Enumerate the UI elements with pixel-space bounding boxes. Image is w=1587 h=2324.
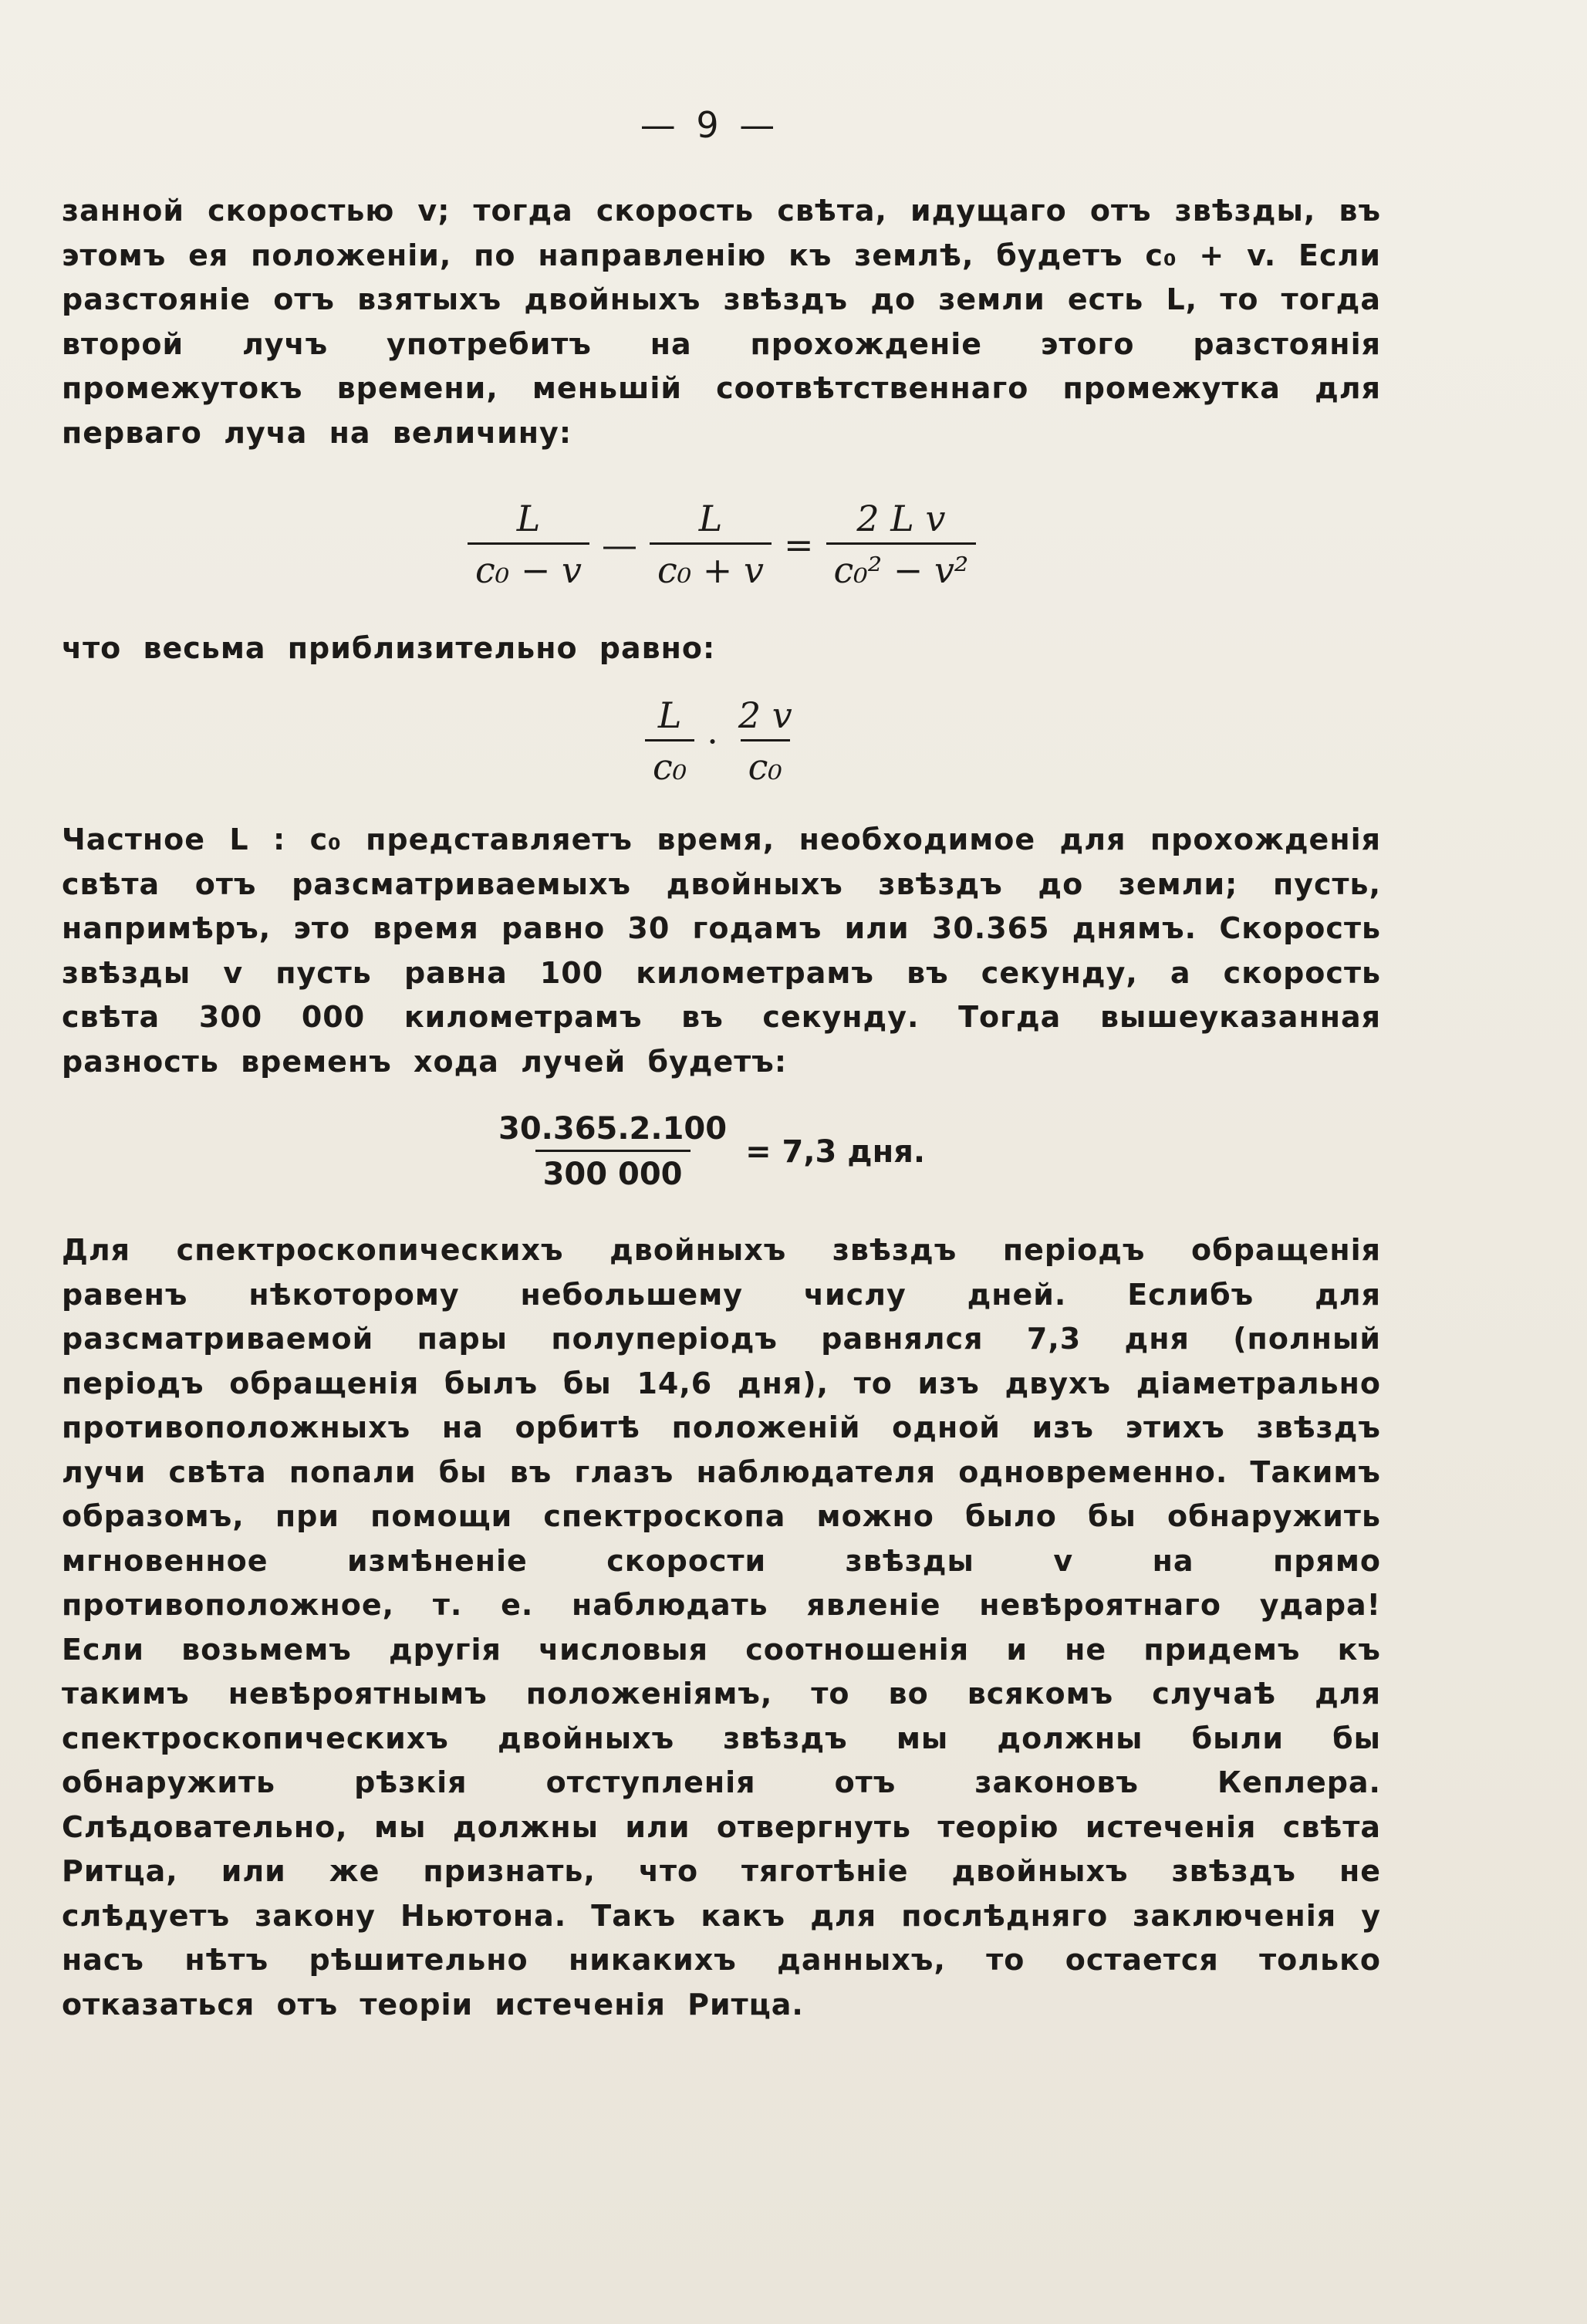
fraction-1-numerator: L xyxy=(516,498,541,539)
fraction-3-denominator: c₀² − v² xyxy=(826,542,977,591)
fraction-2-numerator: L xyxy=(698,498,723,539)
calc-result: = 7,3 дня. xyxy=(745,1133,926,1170)
fraction-2-denominator: c₀ + v xyxy=(650,542,772,591)
fraction-1-denominator: c₀ − v xyxy=(468,542,589,591)
minus-sign: — xyxy=(601,523,637,566)
formula-difference xyxy=(463,498,981,591)
fraction-3 xyxy=(826,498,977,591)
paragraph-4: Для спектроскопическихъ двойныхъ звѣздъ періодъ обращенія равенъ нѣкоторому небольшему числу дней. Еслибъ для разсматриваемой пары полуперіодъ равнялся 7,3 дня (полный періодъ обращенія былъ бы 14,6 дня), то изъ двухъ діаметрально противоположныхъ на орбитѣ положеній одной изъ этихъ звѣздъ лучи свѣта попали бы въ глазъ наблюдателя одновременно. Такимъ образомъ, при помощи спектроскопа можно было бы обнаружить мгновенное измѣненіе скорости звѣзды v на прямо противоположное, т. е. наблюдать явленіе невѣроятнаго удара! Если возьмемъ другія числовыя соотношенія и не придемъ къ такимъ невѣроятнымъ положеніямъ, то во всякомъ случаѣ для спектроскопическихъ двойныхъ звѣздъ мы должны были бы обнаружить рѣзкія отступленія отъ законовъ Кеплера. Слѣдовательно, мы должны или отвергнуть теорію истеченія свѣта Ритца, или же признать, что тяготѣніе двойныхъ звѣздъ не слѣдуетъ закону Ньютона. Такъ какъ для послѣдняго заключенія у насъ нѣтъ рѣшительно никакихъ данныхъ, то остается только отказаться отъ теоріи истеченія Ритца. xyxy=(62,1233,1381,2022)
fraction-3-numerator: 2 L v xyxy=(856,498,946,539)
paragraph-3: Частное L : c₀ представляетъ время, необходимое для прохожденія свѣта отъ разсматриваемыхъ двойныхъ звѣздъ до земли; пусть, напримѣръ, это время равно 30 годамъ или 30.365 днямъ. Скорость звѣзды v пусть равна 100 километрамъ въ секунду, а скорость свѣта 300 000 километрамъ въ секунду. Тогда вышеуказанная разность временъ хода лучей будетъ: xyxy=(62,823,1381,1079)
approx-fraction-2-denominator: c₀ xyxy=(741,739,790,788)
calc-denominator: 300 000 xyxy=(535,1150,691,1192)
equals-sign: = xyxy=(783,523,814,566)
approx-fraction-1-denominator: c₀ xyxy=(645,739,694,788)
formula-approximation xyxy=(640,694,805,788)
paragraph-2: что весьма приблизительно равно: xyxy=(62,631,716,665)
page-number: — 9 — xyxy=(640,104,780,146)
approx-fraction-2 xyxy=(731,694,800,788)
multiply-dot: · xyxy=(707,720,718,762)
fraction-2 xyxy=(650,498,772,591)
paragraph-1: занной скоростью v; тогда скорость свѣта, идущаго отъ звѣзды, въ этомъ ея положеніи, по направленію къ землѣ, будетъ c₀ + v. Если разстояніе отъ взятыхъ двойныхъ звѣздъ до земли есть L, то тогда второй лучъ употребитъ на прохожденіе этого разстоянія промежутокъ времени, меньшій соотвѣтственнаго промежутка для перваго луча на величину: xyxy=(62,194,1381,450)
approx-fraction-1-numerator: L xyxy=(657,694,682,736)
formula-calculation xyxy=(486,1111,925,1192)
fraction-1 xyxy=(468,498,589,591)
approx-fraction-1 xyxy=(645,694,694,788)
calc-numerator: 30.365.2.100 xyxy=(498,1111,728,1147)
calc-fraction xyxy=(491,1111,734,1192)
approx-fraction-2-numerator: 2 v xyxy=(738,694,792,736)
